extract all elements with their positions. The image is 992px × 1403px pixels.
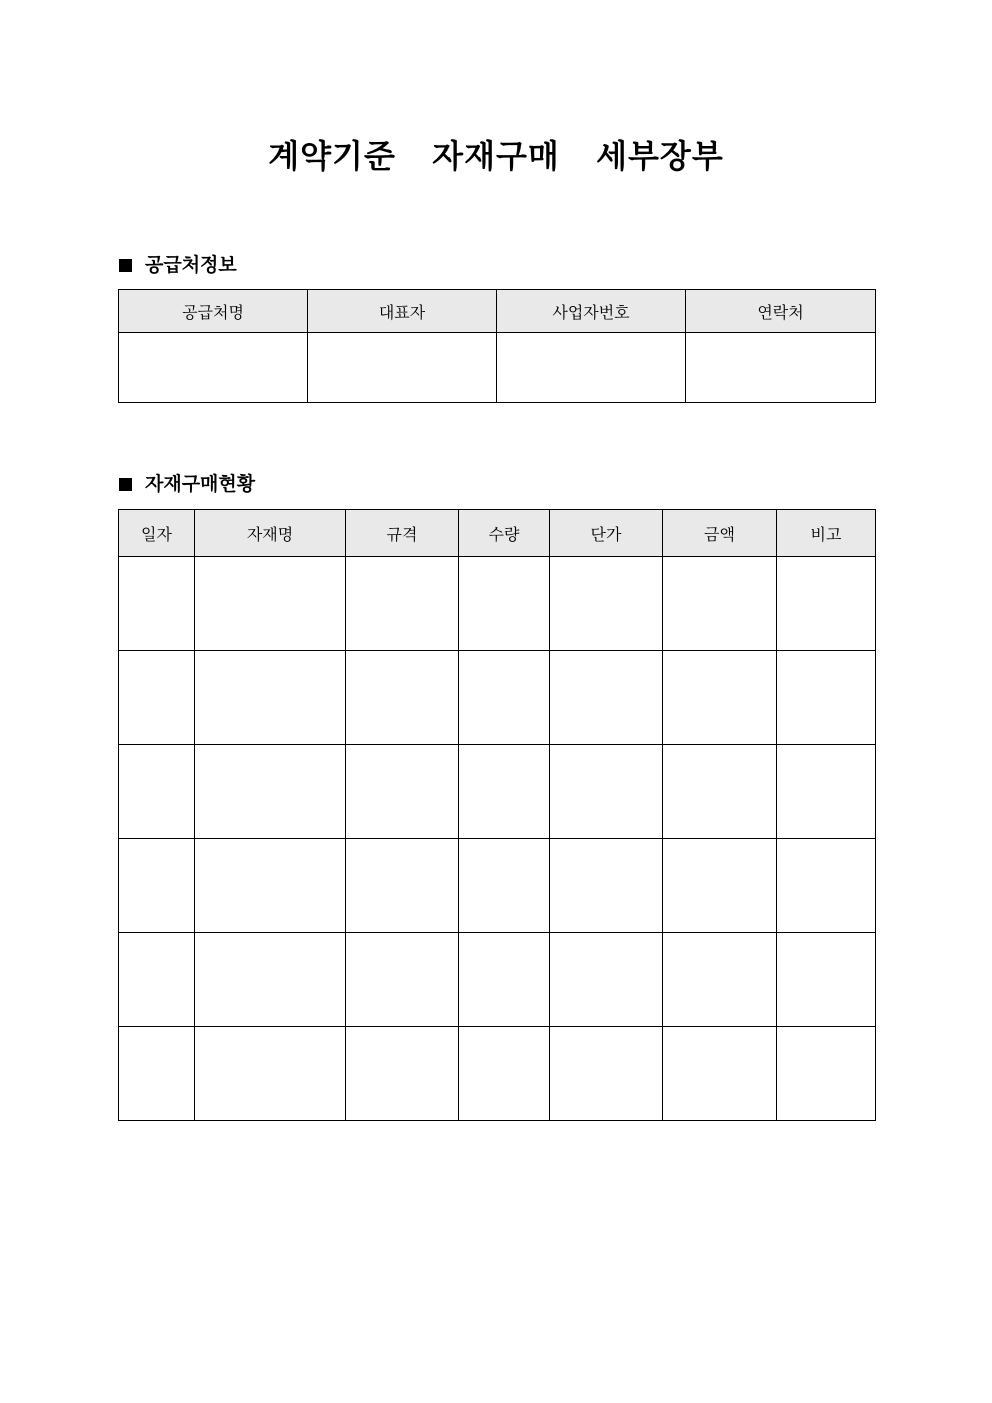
material-cell[interactable] (195, 557, 346, 651)
black-square-icon (119, 259, 132, 272)
note-cell[interactable] (777, 651, 876, 745)
spec-cell[interactable] (346, 933, 459, 1027)
supplier-contact-cell[interactable] (686, 333, 876, 403)
document-title: 계약기준 자재구매 세부장부 (268, 137, 724, 175)
purchase-col-amount-header: 금액 (663, 510, 777, 557)
table-row (119, 557, 876, 651)
table-row (119, 651, 876, 745)
supplier-col-name-header: 공급처명 (119, 290, 308, 333)
amount-cell[interactable] (663, 1027, 777, 1121)
amount-cell[interactable] (663, 557, 777, 651)
date-cell[interactable] (119, 933, 195, 1027)
purchase-col-material-header: 자재명 (195, 510, 346, 557)
quantity-cell[interactable] (459, 933, 550, 1027)
quantity-cell[interactable] (459, 557, 550, 651)
date-cell[interactable] (119, 557, 195, 651)
unit-price-cell[interactable] (550, 651, 663, 745)
unit-price-cell[interactable] (550, 933, 663, 1027)
date-cell[interactable] (119, 745, 195, 839)
quantity-cell[interactable] (459, 839, 550, 933)
note-cell[interactable] (777, 933, 876, 1027)
amount-cell[interactable] (663, 651, 777, 745)
unit-price-cell[interactable] (550, 1027, 663, 1121)
supplier-col-business-number-header: 사업자번호 (497, 290, 686, 333)
date-cell[interactable] (119, 1027, 195, 1121)
table-row (119, 933, 876, 1027)
quantity-cell[interactable] (459, 651, 550, 745)
spec-cell[interactable] (346, 1027, 459, 1121)
purchase-col-quantity-header: 수량 (459, 510, 550, 557)
purchase-col-spec-header: 규격 (346, 510, 459, 557)
black-square-icon (119, 478, 132, 491)
table-row (119, 839, 876, 933)
material-cell[interactable] (195, 1027, 346, 1121)
note-cell[interactable] (777, 557, 876, 651)
supplier-header-row (119, 290, 876, 333)
purchase-status-heading (119, 471, 255, 497)
supplier-representative-cell[interactable] (308, 333, 497, 403)
supplier-col-contact-header: 연락처 (686, 290, 876, 333)
supplier-info-heading-label: 공급처정보 (145, 254, 237, 276)
supplier-info-table (118, 289, 876, 403)
spec-cell[interactable] (346, 651, 459, 745)
purchase-col-date-header: 일자 (119, 510, 195, 557)
material-cell[interactable] (195, 651, 346, 745)
supplier-name-cell[interactable] (119, 333, 308, 403)
supplier-col-representative-header: 대표자 (308, 290, 497, 333)
material-cell[interactable] (195, 933, 346, 1027)
table-row (119, 1027, 876, 1121)
unit-price-cell[interactable] (550, 745, 663, 839)
spec-cell[interactable] (346, 745, 459, 839)
table-row (119, 745, 876, 839)
amount-cell[interactable] (663, 745, 777, 839)
purchase-col-unit-price-header: 단가 (550, 510, 663, 557)
quantity-cell[interactable] (459, 745, 550, 839)
quantity-cell[interactable] (459, 1027, 550, 1121)
purchase-status-heading-label: 자재구매현황 (145, 473, 256, 495)
note-cell[interactable] (777, 839, 876, 933)
spec-cell[interactable] (346, 557, 459, 651)
purchase-status-table (118, 509, 876, 1121)
amount-cell[interactable] (663, 839, 777, 933)
date-cell[interactable] (119, 839, 195, 933)
unit-price-cell[interactable] (550, 839, 663, 933)
note-cell[interactable] (777, 745, 876, 839)
unit-price-cell[interactable] (550, 557, 663, 651)
purchase-header-row (119, 510, 876, 557)
purchase-col-note-header: 비고 (777, 510, 876, 557)
amount-cell[interactable] (663, 933, 777, 1027)
supplier-business-number-cell[interactable] (497, 333, 686, 403)
supplier-info-heading (119, 252, 237, 278)
note-cell[interactable] (777, 1027, 876, 1121)
date-cell[interactable] (119, 651, 195, 745)
material-cell[interactable] (195, 745, 346, 839)
table-row (119, 333, 876, 403)
spec-cell[interactable] (346, 839, 459, 933)
material-cell[interactable] (195, 839, 346, 933)
